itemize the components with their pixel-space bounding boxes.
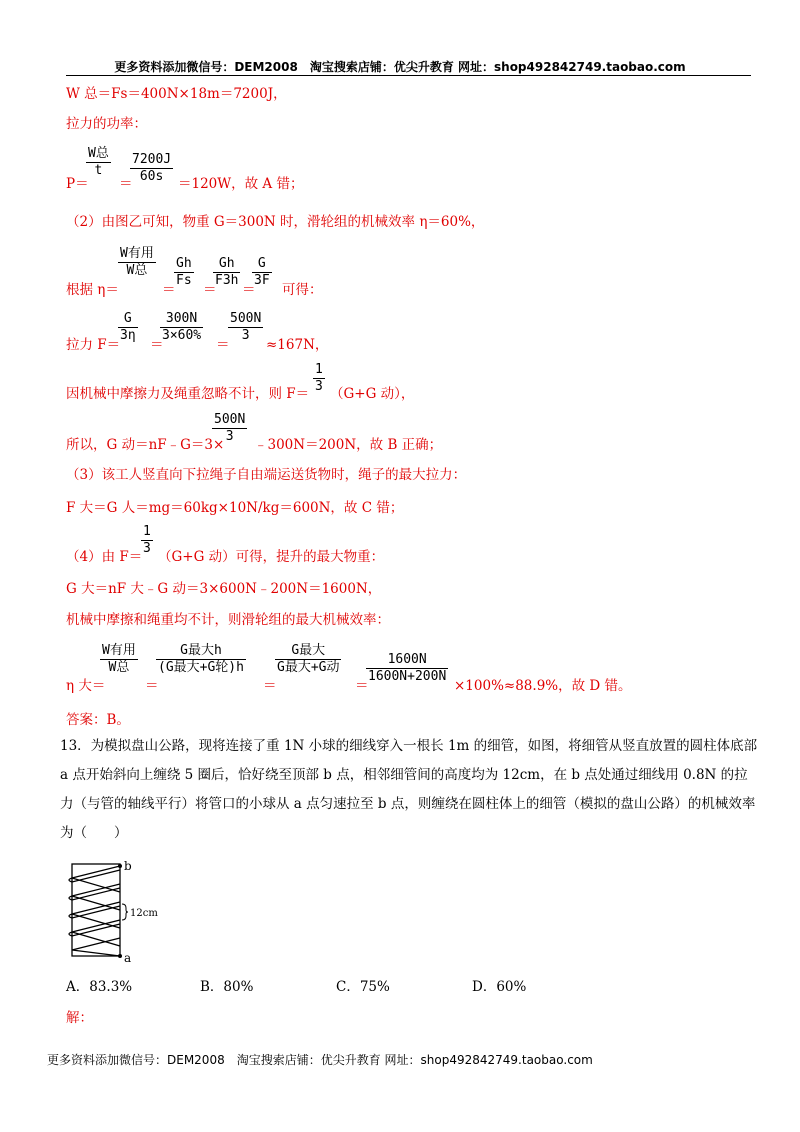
line-power-label: 拉力的功率： — [66, 116, 147, 132]
line-eff-post: 可得： — [282, 282, 323, 298]
page-footer: 更多资料添加微信号：DEM2008 淘宝搜索店铺：优尖升教育 网址：shop492842749.taobao.com — [47, 1053, 593, 1067]
frac-e2: $\frac{Gh}{Fs}$ — [176, 256, 192, 288]
option-b: B．80% — [200, 979, 254, 995]
eq-sign: ＝ — [263, 678, 277, 694]
frac-e3: $\frac{Gh}{F3h}$ — [215, 256, 239, 288]
eq-sign: ＝ — [145, 678, 159, 694]
eq-sign: ＝ — [162, 282, 176, 298]
frac-g1: $\frac{500N}{3}$ — [214, 412, 246, 444]
label-12cm: 12cm — [130, 908, 158, 919]
answer-line: 答案：B。 — [66, 712, 130, 728]
frac-h4: $\frac{1600N}{1600N+200N}$ — [368, 652, 447, 684]
question-13: 13．为模拟盘山公路，现将连接了重 1N 小球的细线穿入一根长 1m 的细管，如图，将细管从竖直放置的圆柱体底部 a 点开始斜向上缠绕 5 圈后，恰好绕至顶部 b 点，相邻细管间的高度均为 12cm，在 b 点处通过细线用 0.8N 的拉力（与管的轴线平行）将管口的小球从 a 点匀速拉至 b 点，则缠绕在圆柱体上的细管（模拟的盘山公路）的机械效率为（ ） — [60, 738, 758, 841]
solution-label: 解： — [66, 1010, 93, 1026]
eq-sign: ＝ — [216, 337, 230, 353]
frac-third-1: $\frac{1}{3}$ — [315, 362, 323, 394]
frac-e4: $\frac{G}{3F}$ — [254, 256, 270, 288]
option-a: A．83.3% — [66, 979, 133, 995]
option-c: C．75% — [336, 979, 390, 995]
eq-sign: ＝ — [150, 337, 164, 353]
line-friction-post: （G+G 动）， — [330, 386, 415, 402]
frac-e1: W有用 W总 — [120, 246, 154, 278]
line-total-work: W 总＝Fs＝400N×18m＝7200J， — [66, 86, 287, 102]
eq-sign: ＝ — [355, 678, 369, 694]
eq-sign: ＝ — [119, 176, 133, 192]
line-part4-pre: （4）由 F＝ — [66, 549, 143, 565]
line-gdong-post: ﹣300N＝200N，故 B 正确； — [254, 437, 443, 453]
header-divider — [66, 75, 751, 76]
line-force-post: ≈167N， — [266, 337, 329, 353]
line-force-pre: 拉力 F＝ — [66, 337, 121, 353]
frac-f1: $\frac{G}{3\eta}$ — [120, 311, 136, 343]
frac-p2: $\frac{7200J}{60s}$ — [132, 152, 172, 184]
eq-sign: ＝ — [242, 282, 256, 298]
line-part4-post: （G+G 动）可得，提升的最大物重： — [158, 549, 385, 565]
line-eff-pre: 根据 η＝ — [66, 282, 119, 298]
line-friction-pre: 因机械中摩擦力及绳重忽略不计，则 F＝ — [66, 386, 310, 402]
line-part2: （2）由图乙可知，物重 G＝300N 时，滑轮组的机械效率 η＝60%， — [66, 214, 485, 230]
line-power-pre: P＝ — [66, 176, 89, 192]
option-d: D．60% — [472, 979, 527, 995]
label-a: a — [124, 951, 132, 964]
line-eta-pre: η 大＝ — [66, 678, 106, 694]
frac-f3: $\frac{500N}{3}$ — [230, 311, 262, 343]
line-part3: （3）该工人竖直向下拉绳子自由端运送货物时，绳子的最大拉力： — [66, 467, 467, 483]
frac-p1: W总 t — [88, 146, 109, 178]
line-gmax: G 大＝nF 大﹣G 动＝3×600N﹣200N＝1600N， — [66, 581, 382, 597]
frac-h2: G最大h (G最大+G轮)h — [158, 643, 244, 675]
line-fmax: F 大＝G 人＝mg＝60kg×10N/kg＝600N，故 C 错； — [66, 500, 404, 516]
frac-third-2: $\frac{1}{3}$ — [143, 524, 151, 556]
line-power-post: ＝120W，故 A 错； — [178, 176, 304, 192]
eq-sign: ＝ — [203, 282, 217, 298]
frac-h1: W有用 W总 — [102, 643, 136, 675]
frac-f2: $\frac{300N}{3\times 60\%}$ — [162, 311, 202, 343]
line-gdong-pre: 所以，G 动＝nF﹣G＝3× — [66, 437, 225, 453]
cylinder-tube-figure — [60, 856, 160, 964]
page-header: 更多资料添加微信号：DEM2008 淘宝搜索店铺：优尖升教育 网址：shop492842749.taobao.com — [114, 60, 686, 74]
line-eta-post: ×100%≈88.9%，故 D 错。 — [454, 678, 632, 694]
line-max-eff-label: 机械中摩擦和绳重均不计，则滑轮组的最大机械效率： — [66, 612, 390, 628]
label-b: b — [124, 859, 132, 873]
frac-h3: G最大 G最大+G动 — [277, 643, 340, 675]
